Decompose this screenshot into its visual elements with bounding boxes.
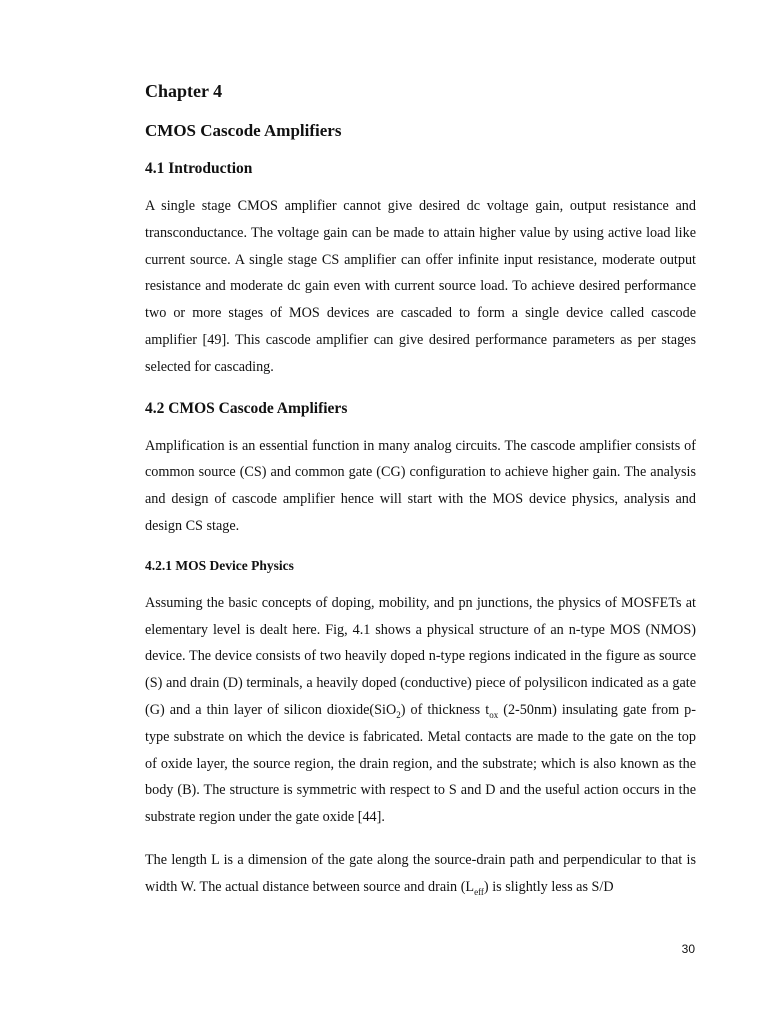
chapter-label: Chapter 4 bbox=[145, 81, 223, 101]
mos-physics-text-part-3: (2-50nm) insulating gate from p-type substrate on which the device is fabricated. Metal contacts are made to the gate on the top of oxide layer, the source region, the drain region, and the substrate; which is also known as the body (B). The structure is symmetric with respect to S and D and the useful action occurs in the substrate region under the gate oxide [44]. bbox=[145, 701, 696, 826]
cascode-paragraph: Amplification is an essential function in many analog circuits. The cascode amplifier consists of common source (CS) and common gate (CG) configuration to achieve higher gain. The analysis and design of cascode amplifier hence will start with the MOS device physics, analysis and design CS stage. bbox=[145, 437, 696, 534]
chapter-title: CMOS Cascode Amplifiers bbox=[145, 121, 342, 140]
subsection-heading-mos-physics: 4.2.1 MOS Device Physics bbox=[145, 557, 294, 573]
mos-physics-text-part-1: Assuming the basic concepts of doping, mobility, and pn junctions, the physics of MOSFETs at elementary level is dealt here. Fig, 4.1 shows a physical structure of an n-type MOS (NMOS) device. The device consists of two heavily doped n-type regions indicated in the figure as source (S) and drain (D) terminals, a heavily doped (conductive) piece of polysilicon indicated as a gate (G) and a thin layer of silicon dioxide(SiO bbox=[145, 594, 696, 718]
mos-physics-paragraph bbox=[145, 590, 696, 831]
leff-subscript: eff bbox=[474, 886, 484, 897]
section-heading-cmos-cascode: 4.2 CMOS Cascode Amplifiers bbox=[145, 399, 348, 417]
gate-length-text-part-2: ) is slightly less as S/D bbox=[483, 878, 614, 895]
tox-subscript: ox bbox=[489, 709, 499, 720]
gate-length-paragraph bbox=[145, 847, 696, 901]
section-heading-introduction: 4.1 Introduction bbox=[145, 160, 253, 177]
document-page bbox=[145, 78, 696, 901]
mos-physics-text-part-2: ) of thickness t bbox=[400, 701, 490, 718]
page-number: 30 bbox=[681, 942, 695, 956]
sio2-subscript: 2 bbox=[396, 709, 401, 720]
gate-length-text-part-1: The length L is a dimension of the gate along the source-drain path and perpendicular to that is width W. The actual distance between source and drain (L bbox=[145, 851, 696, 895]
introduction-paragraph: A single stage CMOS amplifier cannot give desired dc voltage gain, output resistance and transconductance. The voltage gain can be made to attain higher value by using active load like current source. A single stage CS amplifier can offer infinite input resistance, moderate output resistance and moderate dc gain even with current source load. To achieve desired performance two or more stages of MOS devices are cascaded to form a single device called cascode amplifier [49]. This cascode amplifier can give desired performance parameters as per stages selected for cascading. bbox=[145, 198, 696, 375]
